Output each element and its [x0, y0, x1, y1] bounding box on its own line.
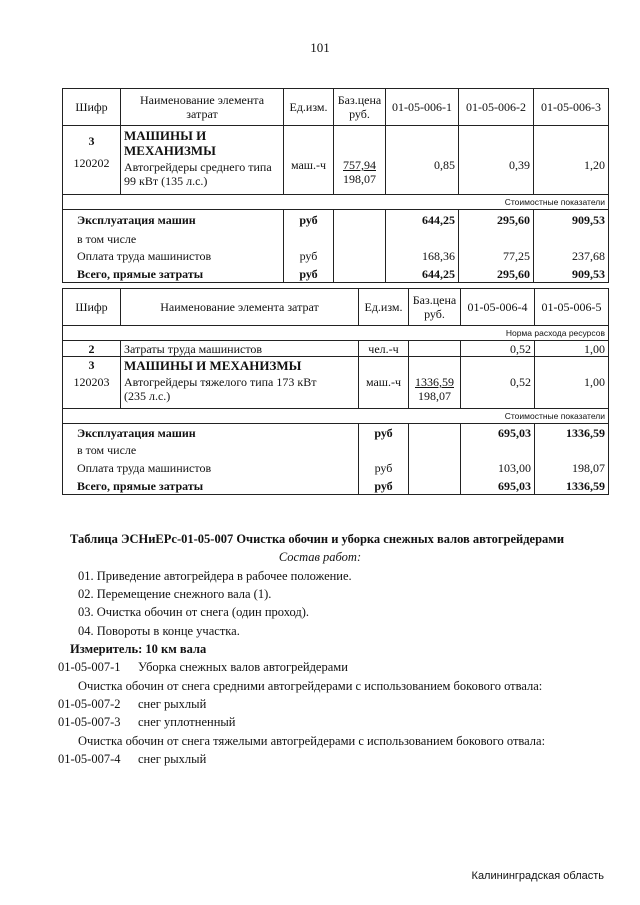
row-value: [534, 230, 609, 247]
table-row: [63, 424, 609, 442]
price-bottom: 198,07: [418, 389, 451, 403]
cost-caption-row: [63, 195, 609, 210]
row-value: 295,60: [459, 210, 534, 231]
entry-code: 01-05-007-2: [58, 697, 121, 711]
row-value: 168,36: [386, 247, 459, 265]
row-value: 695,03: [461, 424, 535, 442]
row-value: 644,25: [386, 210, 459, 231]
header-cell: Шифр: [63, 289, 121, 326]
footer-region: Калининградская область: [471, 870, 604, 882]
composition-title: Состав работ:: [278, 550, 362, 564]
name-cell: [121, 357, 359, 409]
table-row: [63, 230, 609, 247]
row-unit: [284, 230, 334, 247]
row-value: 644,25: [386, 265, 459, 283]
row-value: 77,25: [459, 247, 534, 265]
cost-caption: Стоимостные показатели: [63, 409, 609, 424]
row-unit: руб: [284, 210, 334, 231]
table-row: [63, 357, 609, 409]
value-cell: 0,52: [461, 341, 535, 357]
entry-text: Очистка обочин от снега средними автогрейдерами с использованием бокового отвала:: [78, 679, 543, 693]
price-cell: [334, 126, 386, 195]
header-cell: Шифр: [63, 89, 121, 126]
row-label: Эксплуатация машин: [63, 210, 284, 231]
resource-table-2: [62, 288, 609, 495]
row-price: [409, 441, 461, 459]
header-cell: 01-05-006-3: [534, 89, 609, 126]
work-step: 04. Повороты в конце участка.: [78, 624, 240, 638]
name-cell: [121, 126, 284, 195]
row-price: [334, 247, 386, 265]
section-title: МАШИНЫ И МЕХАНИЗМЫ: [124, 358, 302, 373]
row-value: 198,07: [535, 459, 609, 477]
row-label: Эксплуатация машин: [63, 424, 359, 442]
row-value: 909,53: [534, 265, 609, 283]
labor-name: Затраты труда машинистов: [121, 341, 359, 357]
row-unit: руб: [359, 459, 409, 477]
table-row: [63, 341, 609, 357]
value-cell: 1,00: [535, 357, 609, 409]
price-bottom: 198,07: [343, 172, 376, 186]
value-cell: 0,39: [459, 126, 534, 195]
value-cell: 0,52: [461, 357, 535, 409]
row-label: Всего, прямые затраты: [63, 265, 284, 283]
resource-code: 120203: [73, 375, 110, 389]
header-cell: Ед.изм.: [284, 89, 334, 126]
resource-table-1: [62, 88, 609, 283]
row-value: 909,53: [534, 210, 609, 231]
row-unit: руб: [284, 247, 334, 265]
entry-text: снег уплотненный: [138, 715, 236, 729]
price-cell: [409, 357, 461, 409]
page-number: 101: [310, 40, 330, 55]
row-price: [334, 210, 386, 231]
row-value: 295,60: [459, 265, 534, 283]
cost-caption: Стоимостные показатели: [63, 195, 609, 210]
row-value: 237,68: [534, 247, 609, 265]
section-title: МАШИНЫ И МЕХАНИЗМЫ: [124, 128, 216, 158]
table-row: [63, 247, 609, 265]
entry-text: снег рыхлый: [138, 697, 207, 711]
row-value: 103,00: [461, 459, 535, 477]
code-cell: [63, 357, 121, 409]
row-price: [334, 230, 386, 247]
row-unit: [359, 441, 409, 459]
labor-unit: чел.-ч: [359, 341, 409, 357]
meter: Измеритель: 10 км вала: [70, 642, 207, 656]
section-number: 3: [88, 134, 95, 148]
header-cell: Наименование элемента затрат: [121, 89, 284, 126]
row-value: 695,03: [461, 477, 535, 495]
entry-text: снег рыхлый: [138, 752, 207, 766]
row-unit: руб: [284, 265, 334, 283]
price-top: 1336,59: [415, 375, 454, 389]
row-label: в том числе: [63, 441, 359, 459]
header-cell: Наименование элемента затрат: [121, 289, 359, 326]
row-unit: руб: [359, 477, 409, 495]
resource-name: Автогрейдеры тяжелого типа 173 кВт (235 л.с.): [124, 375, 317, 403]
entry-text: Уборка снежных валов автогрейдерами: [138, 660, 348, 674]
code-cell: [63, 126, 121, 195]
work-step: 03. Очистка обочин от снега (один проход).: [78, 605, 310, 619]
row-price: [409, 424, 461, 442]
norm-caption-row: [63, 326, 609, 341]
header-cell: 01-05-006-5: [535, 289, 609, 326]
table-row: [63, 126, 609, 195]
work-step: 02. Перемещение снежного вала (1).: [78, 587, 272, 601]
table-row: [63, 265, 609, 283]
table-header-row: [63, 89, 609, 126]
entry-code: 01-05-007-4: [58, 752, 121, 766]
row-unit: руб: [359, 424, 409, 442]
row-value: [461, 441, 535, 459]
labor-price: [409, 341, 461, 357]
cost-caption-row: [63, 409, 609, 424]
header-cell: 01-05-006-4: [461, 289, 535, 326]
unit-cell: маш.-ч: [284, 126, 334, 195]
row-label: Оплата труда машинистов: [63, 247, 284, 265]
value-cell: 1,20: [534, 126, 609, 195]
table-row: [63, 441, 609, 459]
header-cell: Баз.цена руб.: [409, 289, 461, 326]
row-label: в том числе: [63, 230, 284, 247]
row-value: [459, 230, 534, 247]
table-title: Таблица ЭСНиЕРс-01-05-007 Очистка обочин и уборка снежных валов автогрейдерами: [70, 532, 565, 546]
row-value: [386, 230, 459, 247]
unit-cell: маш.-ч: [359, 357, 409, 409]
row-label: Всего, прямые затраты: [63, 477, 359, 495]
row-price: [409, 477, 461, 495]
header-cell: 01-05-006-2: [459, 89, 534, 126]
entry-code: 01-05-007-1: [58, 660, 121, 674]
work-step: 01. Приведение автогрейдера в рабочее положение.: [78, 569, 352, 583]
table-row: [63, 210, 609, 231]
value-cell: 0,85: [386, 126, 459, 195]
section-number: 3: [88, 358, 95, 372]
entry-text: Очистка обочин от снега тяжелыми автогрейдерами с использованием бокового отвала:: [78, 734, 546, 748]
entry-code: 01-05-007-3: [58, 715, 121, 729]
labor-number: 2: [63, 341, 121, 357]
resource-name: Автогрейдеры среднего типа 99 кВт (135 л.с.): [124, 160, 272, 188]
row-value: 1336,59: [535, 424, 609, 442]
table-header-row: [63, 289, 609, 326]
header-cell: Баз.цена руб.: [334, 89, 386, 126]
row-price: [334, 265, 386, 283]
row-price: [409, 459, 461, 477]
header-cell: 01-05-006-1: [386, 89, 459, 126]
resource-code: 120202: [73, 156, 110, 170]
row-value: [535, 441, 609, 459]
row-label: Оплата труда машинистов: [63, 459, 359, 477]
price-top: 757,94: [343, 158, 376, 172]
header-cell: Ед.изм.: [359, 289, 409, 326]
row-value: 1336,59: [535, 477, 609, 495]
value-cell: 1,00: [535, 341, 609, 357]
table-row: [63, 459, 609, 477]
norm-caption: Норма расхода ресурсов: [63, 326, 609, 341]
table-row: [63, 477, 609, 495]
